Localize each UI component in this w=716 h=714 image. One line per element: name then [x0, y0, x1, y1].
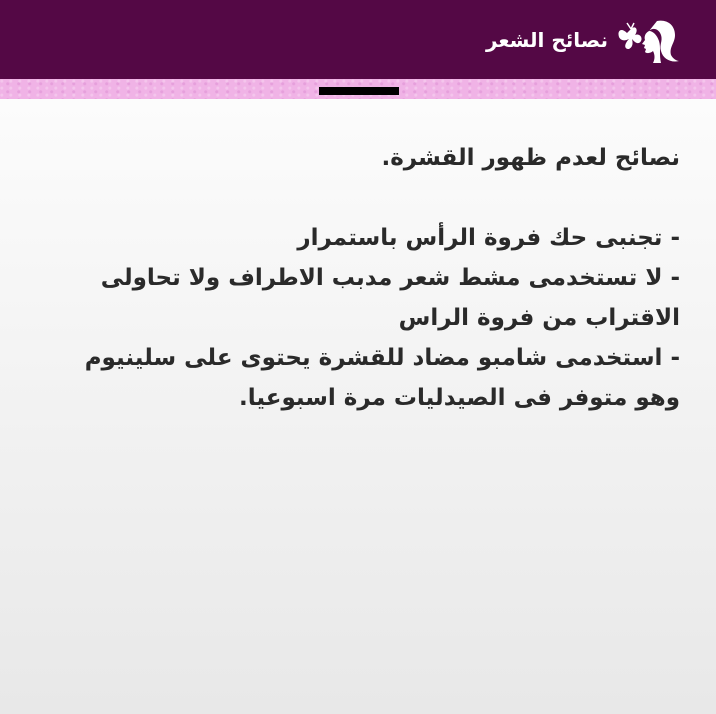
tab-strip	[0, 79, 716, 99]
app-title: نصائح الشعر	[485, 27, 608, 52]
article-content	[40, 138, 680, 418]
tip-item: - لا تستخدمى مشط شعر مدبب الاطراف ولا تحاولى الاقتراب من فروة الراس	[100, 265, 680, 331]
app-bar	[0, 0, 716, 79]
tab-indicator[interactable]	[319, 87, 399, 95]
tip-item: - استخدمى شامبو مضاد للقشرة يحتوى على سلينيوم وهو متوفر فى الصيدليات مرة اسبوعيا.	[84, 345, 680, 411]
spacer	[40, 178, 680, 218]
woman-hair-silhouette-icon[interactable]	[616, 16, 680, 64]
article-heading: نصائح لعدم ظهور القشرة.	[381, 145, 680, 171]
tip-item: - تجنبى حك فروة الرأس باستمرار	[297, 225, 680, 251]
